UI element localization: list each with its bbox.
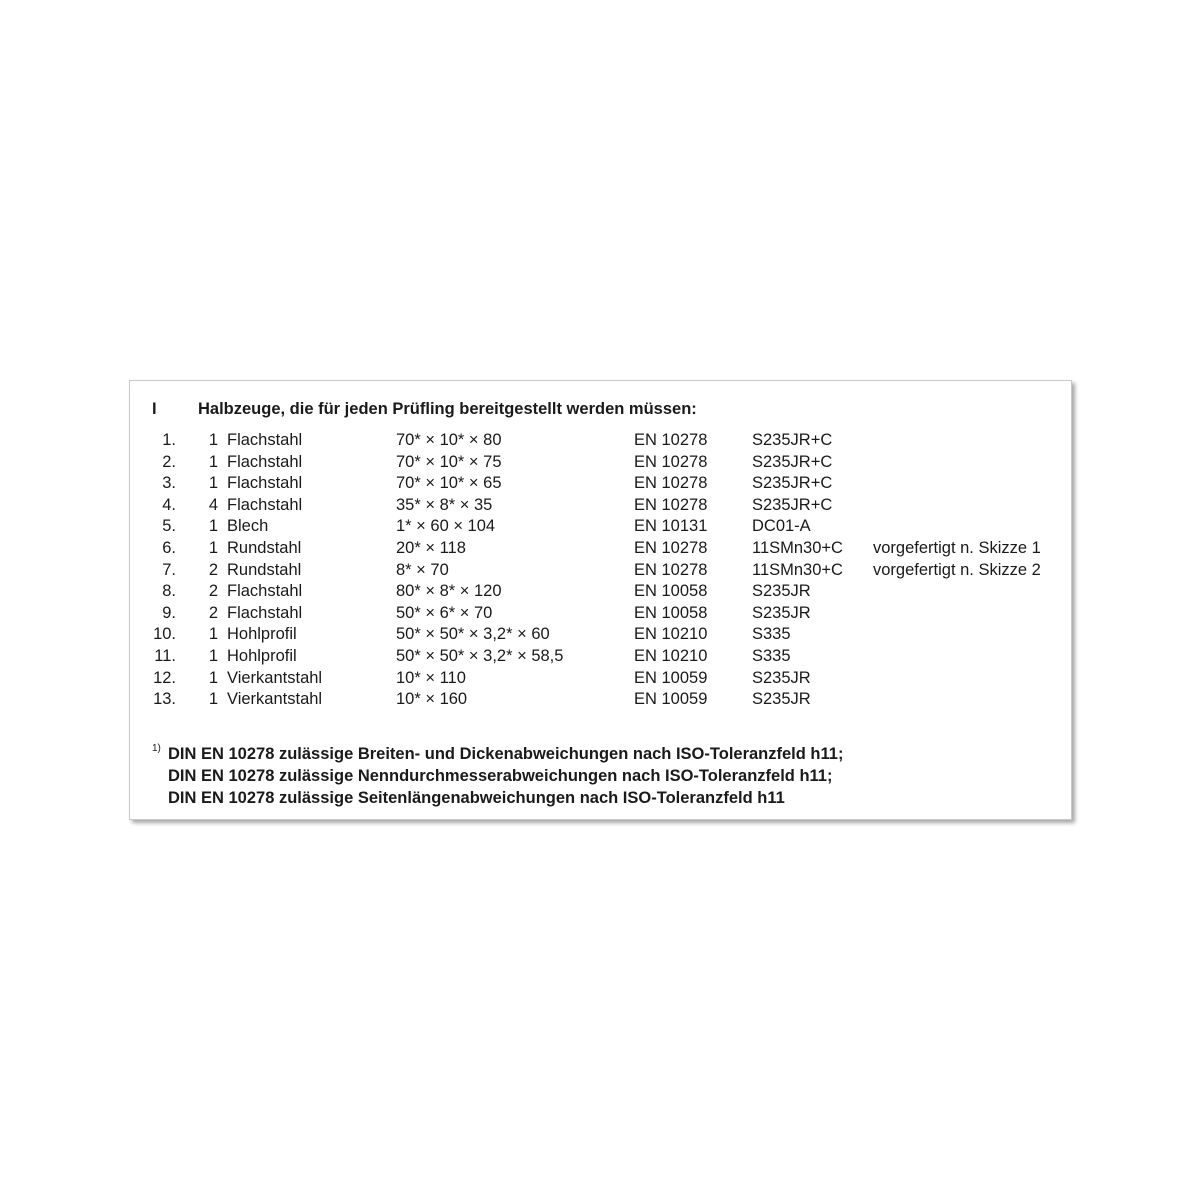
item-dimensions: 70* × 10* × 80 bbox=[396, 431, 502, 449]
list-item bbox=[130, 646, 1071, 668]
item-name: Flachstahl bbox=[227, 431, 303, 449]
section-number: I bbox=[152, 400, 157, 418]
item-number: 9. bbox=[162, 603, 176, 622]
materials-list bbox=[130, 430, 1071, 711]
item-quantity: 1 bbox=[208, 431, 218, 449]
list-item bbox=[130, 452, 1071, 474]
item-norm: EN 10210 bbox=[634, 625, 708, 644]
item-quantity: 1 bbox=[208, 517, 218, 536]
list-item bbox=[130, 603, 1071, 625]
item-name: Hohlprofil bbox=[227, 646, 297, 665]
item-name: Flachstahl bbox=[227, 452, 303, 471]
item-number: 4. bbox=[162, 495, 176, 514]
item-norm: EN 10058 bbox=[634, 603, 708, 622]
item-norm: EN 10278 bbox=[634, 452, 708, 471]
list-item bbox=[130, 473, 1071, 495]
item-dimensions: 50* × 6* × 70 bbox=[396, 603, 493, 622]
item-dimensions: 20* × 118 bbox=[396, 538, 466, 557]
section-title: Halbzeuge, die für jeden Prüfling bereitgestellt werden müssen: bbox=[198, 400, 697, 418]
item-norm: EN 10278 bbox=[634, 538, 708, 557]
item-number: 1. bbox=[162, 431, 176, 449]
item-material: 11SMn30+C bbox=[752, 560, 843, 579]
item-material: S235JR+C bbox=[752, 495, 833, 514]
list-item bbox=[130, 495, 1071, 517]
item-quantity: 1 bbox=[208, 668, 218, 687]
item-material: S235JR bbox=[752, 603, 811, 622]
list-item bbox=[130, 668, 1071, 690]
item-name: Flachstahl bbox=[227, 603, 303, 622]
item-quantity: 1 bbox=[208, 625, 218, 644]
item-dimensions: 35* × 8* × 35 bbox=[396, 495, 493, 514]
item-material: S235JR+C bbox=[752, 474, 833, 493]
item-number: 7. bbox=[162, 560, 176, 579]
footnote-text: DIN EN 10278 zulässige Seitenlängenabweichungen nach ISO-Toleranzfeld h11 bbox=[168, 789, 785, 807]
item-quantity: 2 bbox=[208, 582, 218, 601]
item-number: 13. bbox=[153, 690, 176, 709]
item-material: S235JR bbox=[752, 690, 811, 709]
item-norm: EN 10131 bbox=[634, 517, 708, 536]
item-dimensions: 8* × 70 bbox=[396, 560, 449, 579]
item-note: vorgefertigt n. Skizze 2 bbox=[873, 560, 1041, 579]
list-item bbox=[130, 430, 1071, 452]
item-number: 6. bbox=[162, 538, 176, 557]
item-number: 11. bbox=[154, 646, 176, 665]
item-material: S235JR bbox=[752, 582, 811, 601]
item-name: Rundstahl bbox=[227, 538, 302, 557]
footnote-marker: 1) bbox=[152, 743, 161, 754]
item-number: 12. bbox=[153, 668, 176, 687]
item-norm: EN 10278 bbox=[634, 560, 708, 579]
materials-card bbox=[129, 380, 1072, 820]
list-item bbox=[130, 581, 1071, 603]
item-material: S235JR bbox=[752, 668, 811, 687]
item-name: Rundstahl bbox=[227, 560, 302, 579]
item-number: 5. bbox=[162, 517, 176, 536]
item-material: DC01-A bbox=[752, 517, 811, 536]
item-quantity: 4 bbox=[208, 495, 218, 514]
item-norm: EN 10278 bbox=[634, 495, 708, 514]
item-norm: EN 10059 bbox=[634, 668, 708, 687]
list-item bbox=[130, 624, 1071, 646]
item-dimensions: 70* × 10* × 65 bbox=[396, 474, 502, 493]
item-dimensions: 80* × 8* × 120 bbox=[396, 582, 502, 601]
item-quantity: 1 bbox=[208, 538, 218, 557]
item-norm: EN 10278 bbox=[634, 431, 708, 449]
item-note: vorgefertigt n. Skizze 1 bbox=[873, 538, 1041, 557]
item-number: 10. bbox=[153, 625, 176, 644]
footnote-text: DIN EN 10278 zulässige Nenndurchmesserabweichungen nach ISO-Toleranzfeld h11; bbox=[168, 767, 833, 785]
item-number: 3. bbox=[162, 474, 176, 493]
item-norm: EN 10278 bbox=[634, 474, 708, 493]
item-material: S335 bbox=[752, 646, 791, 665]
item-number: 8. bbox=[162, 582, 176, 601]
item-norm: EN 10210 bbox=[634, 646, 708, 665]
item-norm: EN 10058 bbox=[634, 582, 708, 601]
footnote-text: DIN EN 10278 zulässige Breiten- und Dickenabweichungen nach ISO-Toleranzfeld h11; bbox=[168, 745, 844, 763]
item-dimensions: 1* × 60 × 104 bbox=[396, 517, 496, 536]
item-material: 11SMn30+C bbox=[752, 538, 843, 557]
item-quantity: 1 bbox=[208, 474, 218, 493]
item-name: Blech bbox=[227, 517, 269, 536]
item-dimensions: 10* × 110 bbox=[396, 668, 466, 687]
item-dimensions: 50* × 50* × 3,2* × 58,5 bbox=[396, 646, 564, 665]
item-dimensions: 10* × 160 bbox=[396, 690, 468, 709]
list-item bbox=[130, 538, 1071, 560]
item-name: Hohlprofil bbox=[227, 625, 297, 644]
list-item bbox=[130, 560, 1071, 582]
item-number: 2. bbox=[162, 452, 176, 471]
item-material: S335 bbox=[752, 625, 791, 644]
item-name: Flachstahl bbox=[227, 474, 303, 493]
item-quantity: 1 bbox=[208, 646, 218, 665]
item-quantity: 2 bbox=[208, 560, 218, 579]
item-dimensions: 50* × 50* × 3,2* × 60 bbox=[396, 625, 550, 644]
item-name: Vierkantstahl bbox=[227, 690, 323, 709]
item-material: S235JR+C bbox=[752, 431, 833, 449]
list-item bbox=[130, 516, 1071, 538]
item-name: Flachstahl bbox=[227, 495, 303, 514]
item-quantity: 2 bbox=[208, 603, 218, 622]
item-name: Flachstahl bbox=[227, 582, 303, 601]
item-quantity: 1 bbox=[208, 452, 218, 471]
item-material: S235JR+C bbox=[752, 452, 833, 471]
item-norm: EN 10059 bbox=[634, 690, 708, 709]
item-name: Vierkantstahl bbox=[227, 668, 323, 687]
item-quantity: 1 bbox=[208, 690, 218, 709]
item-dimensions: 70* × 10* × 75 bbox=[396, 452, 502, 471]
list-item bbox=[130, 689, 1071, 711]
